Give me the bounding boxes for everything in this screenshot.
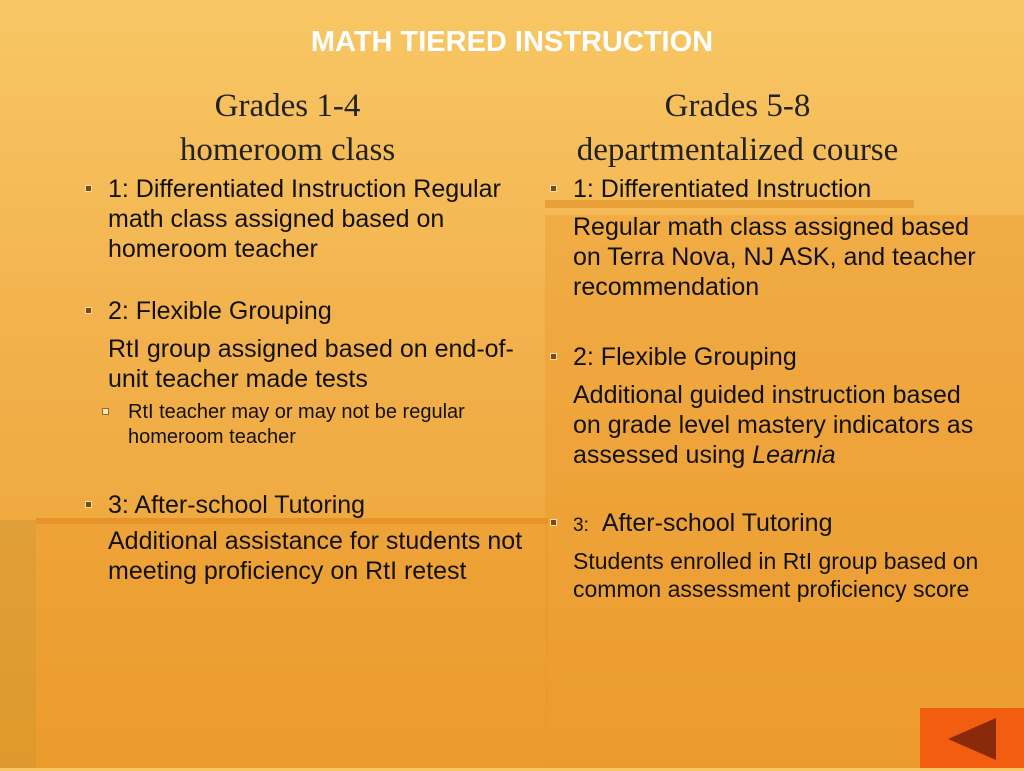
right-column-heading [520,84,955,172]
left-column [80,174,545,586]
right-item-2 [545,342,985,372]
slide-title: MATH TIERED INSTRUCTION [310,26,714,58]
bullet-icon [550,519,557,526]
right-item-3-number: 3: [573,515,589,536]
decor-edge-left [0,520,36,768]
left-heading-line2: homeroom class [179,132,396,168]
bullet-icon [550,353,557,360]
triangle-left-icon [920,708,1024,768]
left-item-2-detail: RtI group assigned based on end-of-unit teacher made tests [108,335,514,393]
left-item-2-subitem [80,400,545,450]
right-item-2-detail [545,380,985,470]
right-heading-line2: departmentalized course [576,132,899,168]
sub-bullet-icon [102,408,109,415]
previous-slide-button[interactable] [920,708,1024,768]
left-item-3-detail: Additional assistance for students not meeting proficiency on RtI retest [108,527,523,585]
left-item-1-label: 1: Differentiated Instruction Regular math class assigned based on homeroom teacher [108,175,501,263]
right-item-2-detail-text: Additional guided instruction based on grade level mastery indicators as assessed using [573,381,974,469]
left-item-3 [80,490,545,520]
left-item-3-label: 3: After-school Tutoring [108,491,366,519]
left-item-2-subitem-text: RtI teacher may or may not be regular homeroom teacher [128,401,465,448]
bullet-icon [85,307,92,314]
right-item-2-detail-emphasis: Learnia [752,441,836,469]
left-heading-line1: Grades 1-4 [214,88,361,124]
right-item-2-label: 2: Flexible Grouping [573,343,797,371]
left-column-heading [40,84,535,172]
right-column [545,174,985,603]
right-item-3-label: After-school Tutoring [601,509,833,537]
right-item-1-detail: Regular math class assigned based on Terra Nova, NJ ASK, and teacher recommendation [573,213,976,301]
bullet-icon [85,501,92,508]
right-item-1 [545,174,985,204]
right-heading-line1: Grades 5-8 [664,88,811,124]
bullet-icon [550,185,557,192]
left-item-2-label: 2: Flexible Grouping [108,297,332,325]
right-item-3 [545,508,985,541]
right-item-1-label: 1: Differentiated Instruction [573,175,872,203]
left-item-2 [80,296,545,326]
bullet-icon [85,185,92,192]
left-item-1 [80,174,545,264]
right-item-3-detail: Students enrolled in RtI group based on common assessment proficiency score [573,548,979,602]
